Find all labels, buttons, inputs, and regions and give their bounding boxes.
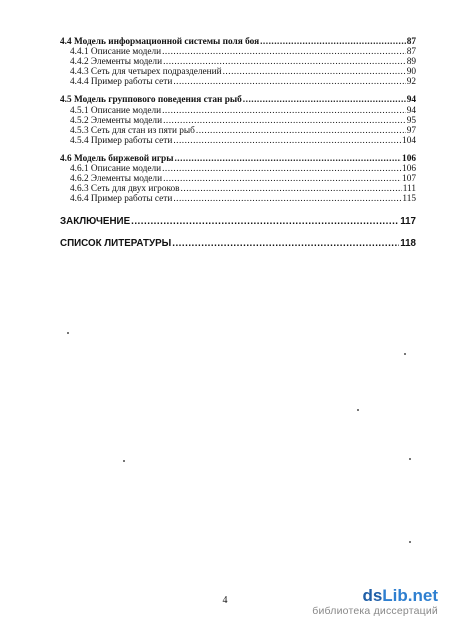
toc-entry-4-5-4[interactable] bbox=[60, 136, 416, 146]
toc-entry-4-6[interactable] bbox=[60, 154, 416, 164]
toc-entry-4-4-2[interactable] bbox=[60, 57, 416, 67]
dot-leader bbox=[243, 95, 406, 105]
toc-entry-4-4-4[interactable] bbox=[60, 77, 416, 87]
toc-title: 4.6.3 Сеть для двух игроков bbox=[70, 184, 180, 195]
scan-speck bbox=[67, 332, 69, 334]
scan-speck bbox=[409, 458, 411, 460]
toc-page: 106 bbox=[402, 164, 416, 175]
toc-title: 4.5.2 Элементы модели bbox=[70, 115, 163, 126]
toc-entry-4-4-3[interactable] bbox=[60, 67, 416, 77]
toc-title: 4.5 Модель группового поведения стан рыб bbox=[60, 95, 242, 106]
toc-page: 90 bbox=[406, 67, 416, 78]
toc-title: 4.5.4 Пример работы сети bbox=[70, 135, 173, 146]
toc-entry-4-5-3[interactable] bbox=[60, 126, 416, 136]
toc-page: 95 bbox=[406, 115, 416, 126]
toc-page: 89 bbox=[406, 57, 416, 68]
toc-page: 115 bbox=[402, 194, 416, 205]
toc-entry-conclusion[interactable] bbox=[60, 217, 416, 227]
dot-leader bbox=[162, 106, 406, 116]
toc-title: 4.4.2 Элементы модели bbox=[70, 57, 163, 68]
toc-title: 4.4.1 Описание модели bbox=[70, 47, 162, 58]
toc-page: 104 bbox=[402, 135, 416, 146]
toc-entry-4-6-4[interactable] bbox=[60, 194, 416, 204]
dot-leader bbox=[181, 184, 402, 194]
toc-entry-4-6-1[interactable] bbox=[60, 164, 416, 174]
dot-leader bbox=[163, 57, 406, 67]
toc-page: 97 bbox=[406, 125, 416, 136]
toc-page: 94 bbox=[406, 105, 416, 116]
toc-page: 87 bbox=[406, 37, 416, 47]
toc-page: 117 bbox=[400, 216, 416, 228]
toc-entry-4-4-1[interactable] bbox=[60, 47, 416, 57]
toc-entry-4-5-2[interactable] bbox=[60, 116, 416, 126]
toc-title: 4.5.3 Сеть для стан из пяти рыб bbox=[70, 125, 195, 136]
toc-title: 4.4.4 Пример работы сети bbox=[70, 77, 173, 88]
spacer bbox=[60, 228, 416, 239]
spacer bbox=[60, 146, 416, 154]
dot-leader bbox=[163, 116, 406, 126]
scan-speck bbox=[357, 409, 359, 411]
toc-title: 4.4.3 Сеть для четырех подразделений bbox=[70, 67, 222, 78]
toc-page: 107 bbox=[402, 174, 416, 185]
dot-leader bbox=[173, 136, 401, 146]
dslib-logo: dsLib.net bbox=[362, 586, 438, 605]
dot-leader bbox=[162, 164, 401, 174]
table-of-contents bbox=[60, 37, 416, 249]
toc-page: 106 bbox=[402, 153, 416, 164]
toc-page: 94 bbox=[406, 95, 416, 106]
dot-leader bbox=[196, 126, 406, 136]
toc-page: 87 bbox=[406, 47, 416, 58]
toc-entry-4-6-3[interactable] bbox=[60, 184, 416, 194]
toc-title: 4.6 Модель биржевой игры bbox=[60, 153, 174, 164]
watermark-subtitle: библиотека диссертаций bbox=[312, 605, 438, 617]
toc-title: 4.5.1 Описание модели bbox=[70, 105, 162, 116]
page-number: 4 bbox=[222, 595, 228, 606]
toc-title: ЗАКЛЮЧЕНИЕ bbox=[60, 216, 131, 228]
dot-leader bbox=[131, 217, 399, 227]
toc-entry-4-4[interactable] bbox=[60, 37, 416, 47]
scan-speck bbox=[123, 460, 125, 462]
toc-entry-references[interactable] bbox=[60, 239, 416, 249]
toc-entry-4-6-2[interactable] bbox=[60, 174, 416, 184]
watermark bbox=[312, 587, 438, 617]
toc-entry-4-5[interactable] bbox=[60, 95, 416, 105]
toc-entry-4-5-1[interactable] bbox=[60, 106, 416, 116]
toc-title: 4.6.2 Элементы модели bbox=[70, 174, 163, 185]
toc-title: 4.4 Модель информационной системы поля боя bbox=[60, 37, 260, 47]
toc-title: 4.6.1 Описание модели bbox=[70, 164, 162, 175]
scan-speck bbox=[404, 353, 406, 355]
toc-title: СПИСОК ЛИТЕРАТУРЫ bbox=[60, 237, 172, 249]
toc-page: 92 bbox=[406, 77, 416, 88]
dot-leader bbox=[163, 174, 401, 184]
dot-leader bbox=[172, 239, 399, 249]
toc-page: 118 bbox=[400, 237, 416, 249]
dot-leader bbox=[173, 194, 401, 204]
dot-leader bbox=[173, 77, 405, 87]
toc-title: 4.6.4 Пример работы сети bbox=[70, 194, 173, 205]
dot-leader bbox=[162, 47, 406, 57]
toc-page: 111 bbox=[402, 184, 416, 195]
scan-speck bbox=[409, 541, 411, 543]
dot-leader bbox=[223, 67, 406, 77]
dot-leader bbox=[174, 154, 401, 164]
dot-leader bbox=[260, 37, 406, 47]
